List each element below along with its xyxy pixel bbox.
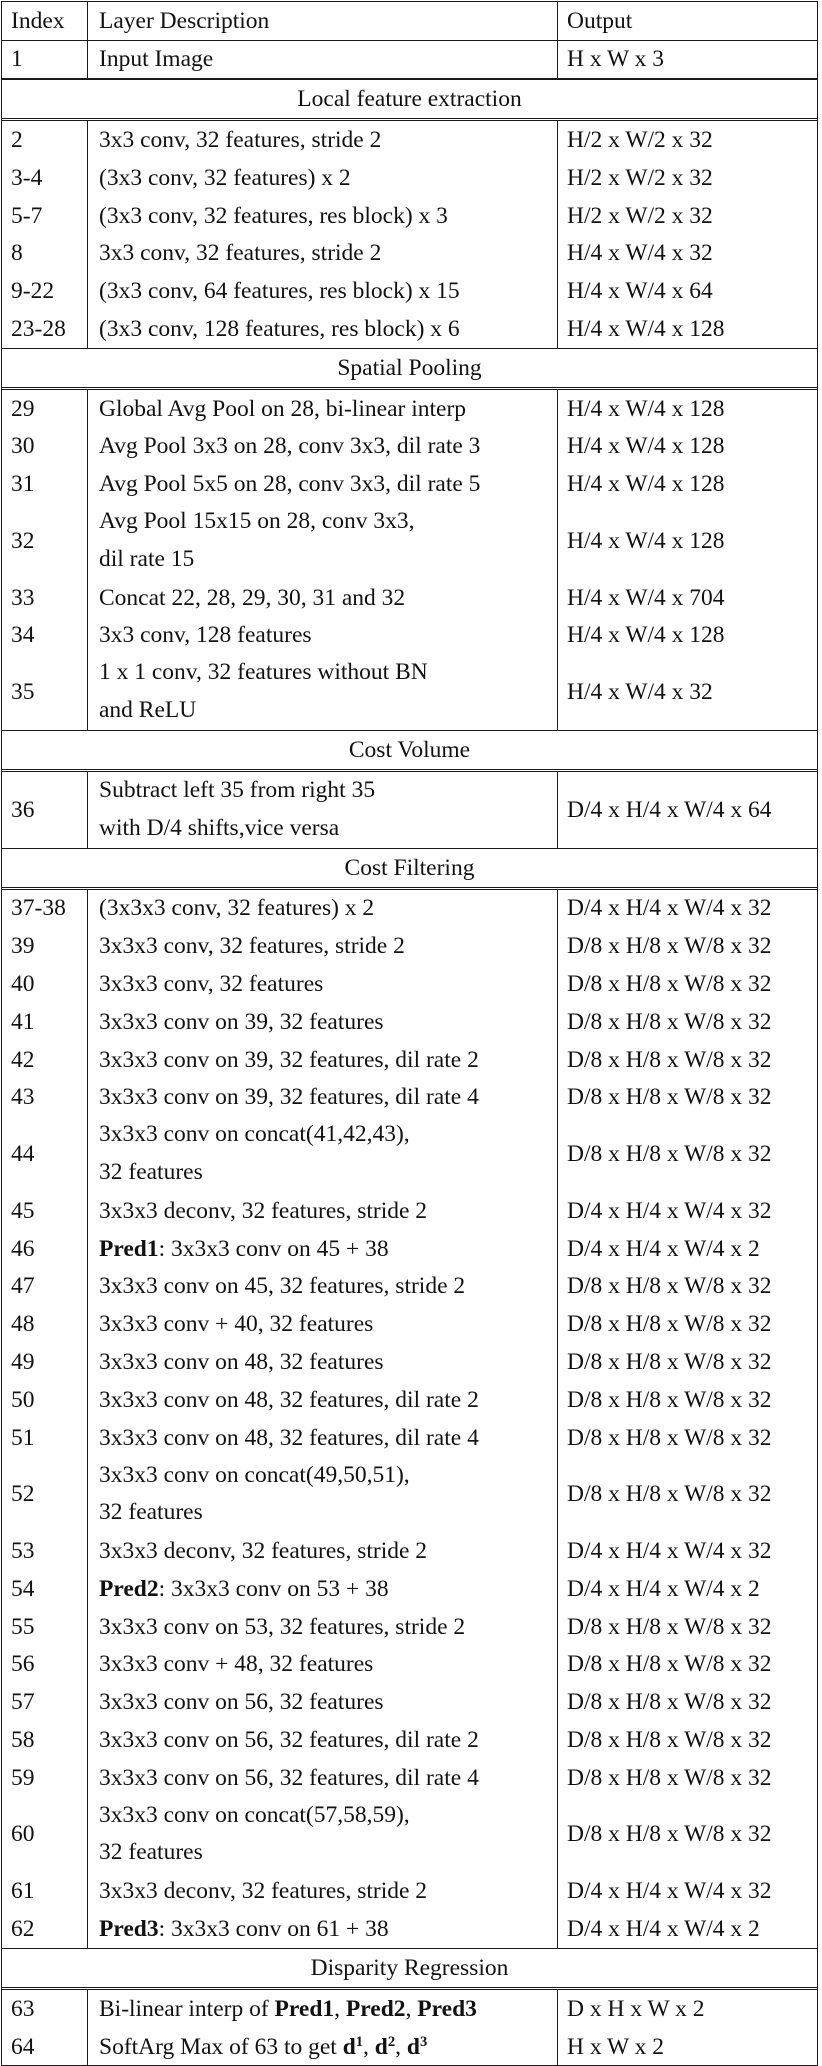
row-index: 54 [2, 1570, 88, 1608]
section-header: Disparity Regression [2, 1948, 817, 1990]
table-row [2, 1608, 817, 1646]
row-description [88, 1116, 558, 1192]
row-output: D/8 x H/8 x W/8 x 32 [567, 1821, 772, 1848]
row-index: 29 [2, 390, 88, 428]
description-line: and ReLU [99, 697, 197, 724]
table-row [2, 390, 817, 428]
row-output: D/4 x H/4 x W/4 x 2 [567, 1575, 760, 1602]
table-row [2, 1759, 817, 1797]
row-description: 3x3x3 conv on 39, 32 features [88, 1003, 558, 1041]
row-index: 56 [2, 1645, 88, 1683]
row-output: H x W x 3 [567, 46, 665, 73]
superscript: 3 [419, 2033, 428, 2050]
table-row [2, 1910, 817, 1948]
row-description [88, 1910, 558, 1948]
description-text: : 3x3x3 conv on 53 + 38 [158, 1575, 389, 1602]
row-output: D/8 x H/8 x W/8 x 32 [567, 1008, 772, 1035]
prediction-label: Pred2 [345, 1995, 406, 2022]
row-description: 3x3x3 conv on 48, 32 features, dil rate 4 [88, 1419, 558, 1457]
row-output: D/8 x H/8 x W/8 x 32 [567, 1764, 772, 1791]
row-description [88, 1570, 558, 1608]
row-description: (3x3 conv, 64 features, res block) x 15 [88, 272, 558, 310]
table-row [2, 1192, 817, 1230]
row-index: 47 [2, 1268, 88, 1306]
row-description: Input Image [88, 41, 558, 79]
section-block [2, 390, 817, 730]
table-row [2, 654, 817, 730]
separator-text: , [363, 2033, 375, 2060]
table-sections [2, 79, 817, 2065]
row-description: 3x3x3 conv + 48, 32 features [88, 1645, 558, 1683]
row-description: (3x3x3 conv, 32 features) x 2 [88, 890, 558, 928]
row-index: 41 [2, 1003, 88, 1041]
description-line: 3x3x3 conv on concat(57,58,59), [99, 1801, 410, 1828]
row-description: 3x3x3 conv on 48, 32 features [88, 1343, 558, 1381]
row-index: 33 [2, 579, 88, 617]
row-description: (3x3 conv, 128 features, res block) x 6 [88, 310, 558, 348]
row-index: 64 [2, 2028, 88, 2066]
row-index: 32 [2, 503, 88, 579]
row-output: D/8 x H/8 x W/8 x 32 [567, 1386, 772, 1413]
row-output: D/4 x H/4 x W/4 x 2 [567, 1235, 760, 1262]
row-index: 2 [2, 121, 88, 159]
row-index: 44 [2, 1116, 88, 1192]
row-index: 63 [2, 1990, 88, 2028]
row-output: D/4 x H/4 x W/4 x 32 [567, 1197, 772, 1224]
row-index: 9-22 [2, 272, 88, 310]
row-description: 3x3x3 deconv, 32 features, stride 2 [88, 1532, 558, 1570]
row-index: 40 [2, 965, 88, 1003]
table-row [2, 1003, 817, 1041]
row-index: 23-28 [2, 310, 88, 348]
table-row [2, 1116, 817, 1192]
table-row [2, 1230, 817, 1268]
row-output: H/4 x W/4 x 128 [567, 622, 725, 649]
table-row [2, 1041, 817, 1079]
separator-text: , [395, 2033, 407, 2060]
table-row [2, 1990, 817, 2028]
table-row [2, 1343, 817, 1381]
description-text: : 3x3x3 conv on 61 + 38 [158, 1915, 389, 1942]
row-index: 3-4 [2, 159, 88, 197]
row-description [88, 772, 558, 848]
row-index: 57 [2, 1683, 88, 1721]
row-output: H/4 x W/4 x 128 [567, 395, 725, 422]
row-description: Avg Pool 3x3 on 28, conv 3x3, dil rate 3 [88, 428, 558, 466]
row-output: D/8 x H/8 x W/8 x 32 [567, 1084, 772, 1111]
table-row [2, 1683, 817, 1721]
table-row [2, 1721, 817, 1759]
row-output: H/2 x W/2 x 32 [567, 126, 713, 153]
row-output: D/8 x H/8 x W/8 x 32 [567, 1726, 772, 1753]
table-row [2, 272, 817, 310]
prediction-label: Pred3 [99, 1915, 159, 1942]
row-output: H/4 x W/4 x 32 [567, 679, 713, 706]
description-text: , [334, 1995, 346, 2022]
table-row [2, 1872, 817, 1910]
table-row [2, 1381, 817, 1419]
row-description [88, 1457, 558, 1533]
description-line: Subtract left 35 from right 35 [99, 776, 376, 803]
row-index: 59 [2, 1759, 88, 1797]
table-row [2, 234, 817, 272]
section-block [2, 890, 817, 1948]
row-description: 3x3 conv, 128 features [88, 617, 558, 655]
table-row [2, 1305, 817, 1343]
section-header: Local feature extraction [2, 79, 817, 121]
description-line: 3x3x3 conv on concat(49,50,51), [99, 1461, 410, 1488]
row-output: D/8 x H/8 x W/8 x 32 [567, 1481, 772, 1508]
description-line: 32 features [99, 1839, 203, 1866]
table-row [2, 1079, 817, 1117]
row-output: D/4 x H/4 x W/4 x 2 [567, 1915, 760, 1942]
row-index: 39 [2, 927, 88, 965]
row-index: 37-38 [2, 890, 88, 928]
row-description: Avg Pool 5x5 on 28, conv 3x3, dil rate 5 [88, 465, 558, 503]
row-description [88, 1230, 558, 1268]
row-description: Global Avg Pool on 28, bi-linear interp [88, 390, 558, 428]
header-output: Output [567, 7, 633, 34]
row-index: 34 [2, 617, 88, 655]
table-row [2, 310, 817, 348]
row-index: 36 [2, 772, 88, 848]
table-row [2, 41, 817, 80]
row-description: 3x3x3 conv on 39, 32 features, dil rate 2 [88, 1041, 558, 1079]
row-description: (3x3 conv, 32 features) x 2 [88, 159, 558, 197]
row-output: D/8 x H/8 x W/8 x 32 [567, 1046, 772, 1073]
row-index: 30 [2, 428, 88, 466]
table-row [2, 503, 817, 579]
row-description: 3x3x3 conv on 39, 32 features, dil rate 4 [88, 1079, 558, 1117]
description-line: 32 features [99, 1499, 203, 1526]
table-row [2, 579, 817, 617]
row-index: 31 [2, 465, 88, 503]
table-row [2, 1457, 817, 1533]
row-output: D/4 x H/4 x W/4 x 64 [567, 796, 772, 823]
prediction-label: Pred2 [99, 1575, 159, 1602]
section-block [2, 772, 817, 848]
row-index: 5-7 [2, 197, 88, 235]
row-description [88, 1990, 558, 2028]
row-description [88, 503, 558, 579]
row-description: (3x3 conv, 32 features, res block) x 3 [88, 197, 558, 235]
table-row [2, 890, 817, 928]
row-output: H/4 x W/4 x 128 [567, 471, 725, 498]
row-description: 3x3x3 conv + 40, 32 features [88, 1305, 558, 1343]
row-description: Concat 22, 28, 29, 30, 31 and 32 [88, 579, 558, 617]
row-output: D/8 x H/8 x W/8 x 32 [567, 971, 772, 998]
table-header [2, 2, 817, 41]
row-output: H x W x 2 [567, 2033, 665, 2060]
prediction-label: Pred3 [417, 1995, 477, 2022]
disparity-symbol: d [342, 2033, 356, 2060]
row-index: 46 [2, 1230, 88, 1268]
row-index: 55 [2, 1608, 88, 1646]
row-description: 3x3x3 conv on 53, 32 features, stride 2 [88, 1608, 558, 1646]
row-description: 3x3x3 conv, 32 features [88, 965, 558, 1003]
superscript: 1 [355, 2033, 364, 2050]
row-index: 45 [2, 1192, 88, 1230]
row-output: D/8 x H/8 x W/8 x 32 [567, 1349, 772, 1376]
disparity-symbol: d [406, 2033, 420, 2060]
table-row [2, 1532, 817, 1570]
row-output: D/8 x H/8 x W/8 x 32 [567, 1613, 772, 1640]
architecture-table [1, 1, 818, 2066]
row-output: H/4 x W/4 x 128 [567, 433, 725, 460]
row-output: D/8 x H/8 x W/8 x 32 [567, 1311, 772, 1338]
row-description: 3x3x3 conv on 56, 32 features, dil rate 4 [88, 1759, 558, 1797]
table-row [2, 428, 817, 466]
row-output: D/8 x H/8 x W/8 x 32 [567, 1273, 772, 1300]
prediction-label: Pred1 [274, 1995, 335, 2022]
section-header: Spatial Pooling [2, 348, 817, 390]
row-output: H/4 x W/4 x 64 [567, 278, 713, 305]
row-index: 53 [2, 1532, 88, 1570]
row-description [88, 1797, 558, 1873]
description-line: with D/4 shifts,vice versa [99, 814, 340, 841]
row-output: H/4 x W/4 x 128 [567, 527, 725, 554]
row-output: D/8 x H/8 x W/8 x 32 [567, 1651, 772, 1678]
table-row [2, 465, 817, 503]
description-text: : 3x3x3 conv on 45 + 38 [158, 1235, 389, 1262]
description-line: 1 x 1 conv, 32 features without BN [99, 659, 428, 686]
table-row [2, 1797, 817, 1873]
description-text: Bi-linear interp of [99, 1995, 275, 2022]
row-index: 50 [2, 1381, 88, 1419]
section-block [2, 121, 817, 348]
table-row [2, 927, 817, 965]
row-output: D/8 x H/8 x W/8 x 32 [567, 1689, 772, 1716]
row-index: 51 [2, 1419, 88, 1457]
header-index: Index [2, 2, 88, 40]
row-index: 52 [2, 1457, 88, 1533]
row-index: 8 [2, 234, 88, 272]
table-row [2, 121, 817, 159]
table-row [2, 965, 817, 1003]
row-output: D/4 x H/4 x W/4 x 32 [567, 895, 772, 922]
table-row [2, 617, 817, 655]
section-block [2, 1990, 817, 2066]
description-line: dil rate 15 [99, 545, 195, 572]
row-output: H/4 x W/4 x 128 [567, 315, 725, 342]
row-description: 3x3x3 conv on 56, 32 features, dil rate 2 [88, 1721, 558, 1759]
row-index: 62 [2, 1910, 88, 1948]
row-index: 1 [2, 41, 88, 79]
section-header: Cost Volume [2, 730, 817, 772]
row-output: H/2 x W/2 x 32 [567, 164, 713, 191]
row-output: D/4 x H/4 x W/4 x 32 [567, 1878, 772, 1905]
row-output: H/4 x W/4 x 704 [567, 584, 725, 611]
table-row [2, 1645, 817, 1683]
description-line: 3x3x3 conv on concat(41,42,43), [99, 1121, 410, 1148]
table-row [2, 159, 817, 197]
row-output: D/8 x H/8 x W/8 x 32 [567, 933, 772, 960]
description-text: , [405, 1995, 418, 2022]
row-description [88, 654, 558, 730]
row-description: 3x3x3 conv, 32 features, stride 2 [88, 927, 558, 965]
row-description: 3x3x3 deconv, 32 features, stride 2 [88, 1872, 558, 1910]
row-description [88, 2028, 558, 2066]
description-text: SoftArg Max of 63 to get [99, 2033, 343, 2060]
row-index: 35 [2, 654, 88, 730]
table-row [2, 197, 817, 235]
row-description: 3x3x3 conv on 45, 32 features, stride 2 [88, 1268, 558, 1306]
table-row [2, 1268, 817, 1306]
row-index: 60 [2, 1797, 88, 1873]
row-index: 61 [2, 1872, 88, 1910]
table-row [2, 1570, 817, 1608]
row-index: 58 [2, 1721, 88, 1759]
description-line: 32 features [99, 1159, 203, 1186]
row-output: D/4 x H/4 x W/4 x 32 [567, 1538, 772, 1564]
superscript: 2 [387, 2033, 396, 2050]
row-output: H/4 x W/4 x 32 [567, 240, 713, 267]
row-description: 3x3 conv, 32 features, stride 2 [88, 121, 558, 159]
section-header: Cost Filtering [2, 848, 817, 890]
row-description: 3x3x3 conv on 48, 32 features, dil rate 2 [88, 1381, 558, 1419]
row-output: D/8 x H/8 x W/8 x 32 [567, 1424, 772, 1451]
row-output: D x H x W x 2 [567, 1995, 705, 2022]
row-index: 42 [2, 1041, 88, 1079]
disparity-symbol: d [374, 2033, 388, 2060]
row-index: 48 [2, 1305, 88, 1343]
row-description: 3x3x3 deconv, 32 features, stride 2 [88, 1192, 558, 1230]
header-description: Layer Description [88, 2, 558, 40]
row-index: 43 [2, 1079, 88, 1117]
description-line: Avg Pool 15x15 on 28, conv 3x3, [99, 508, 415, 535]
row-output: D/8 x H/8 x W/8 x 32 [567, 1141, 772, 1168]
row-description: 3x3 conv, 32 features, stride 2 [88, 234, 558, 272]
row-description: 3x3x3 conv on 56, 32 features [88, 1683, 558, 1721]
table-row [2, 772, 817, 848]
table-row [2, 1419, 817, 1457]
table-row [2, 2028, 817, 2066]
row-index: 49 [2, 1343, 88, 1381]
row-output: H/2 x W/2 x 32 [567, 202, 713, 229]
prediction-label: Pred1 [99, 1235, 159, 1262]
